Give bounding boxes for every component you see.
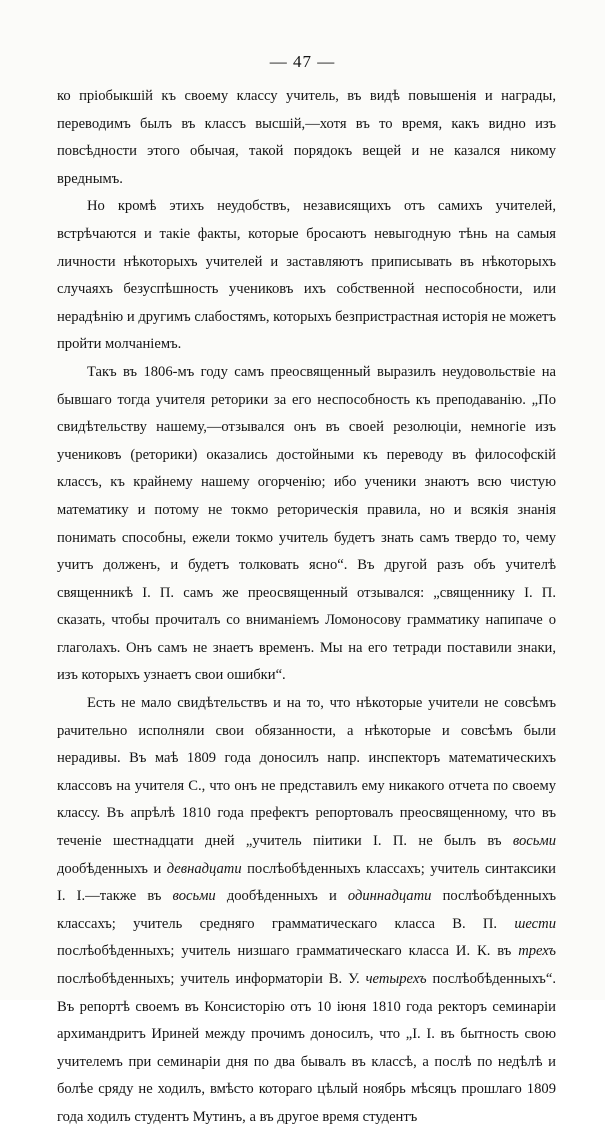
text-run: Такъ въ 1806-мъ году самъ преосвященный выразилъ неудовольствіе на бывшаго тогда учителя реторики за его неспособность къ преподаванію. „По свидѣтельству нашему,—отзывался онъ въ своей резолюціи, немногіе изъ учениковъ (реторики) оказались достойными къ переводу въ философскій классъ, къ крайнему нашему огорченію; ибо ученики знаютъ всю чистую математику и потому не токмо реторическія правила, но и всякія знанія понимать способны, ежели токмо учитель будетъ знать самъ твердо то, чему учитъ долженъ, и будетъ толковать ясно“. Въ другой разъ объ учителѣ священникѣ І. П. самъ же преосвященный отзывался: „священнику І. П. сказать, чтобы прочиталъ со вниманіемъ Ломоносову грамматику напипаче о глаголахъ. Онъ самъ не знаетъ временъ. Мы на его тетради поставили знаки, изъ которыхъ узнаетъ свои ошибки“. <box>57 363 556 684</box>
body-text <box>57 83 556 1132</box>
paragraph-4 <box>57 690 556 1132</box>
italic-run: девнадцати <box>166 860 242 877</box>
italic-run: четырехъ <box>365 971 427 987</box>
text-run: послѣобѣденныхъ; учитель низшаго грамматическаго класса И. К. въ <box>57 943 519 960</box>
paragraph-2 <box>57 193 556 359</box>
italic-run: одиннадцати <box>347 888 432 905</box>
italic-run: восьми <box>172 888 216 905</box>
text-run: ко пріобыкшій къ своему классу учитель, въ видѣ повышенія и награды, переводимъ былъ въ классъ высшій,—хотя въ то время, какъ видно изъ повсѣдности этого обычая, такой порядокъ вещей и не казался никому вреднымъ. <box>57 88 556 187</box>
italic-run: трехъ <box>518 943 556 960</box>
text-run: послѣобѣденныхъ классахъ; учитель синтаксики І. І.—также въ <box>57 860 556 905</box>
text-run: Есть не мало свидѣтельствъ и на то, что нѣкоторые учители не совсѣмъ рачительно исполняли свои обязанности, а нѣкоторые и совсѣмъ были нерадивы. Въ маѣ 1809 года доносилъ напр. инспекторъ математическихъ классовъ на учителя С., что онъ не представилъ ему никакого отчета по своему классу. Въ апрѣлѣ 1810 года префектъ репортовалъ преосвященному, что въ теченіе шестнадцати дней „учитель піитики І. П. не былъ въ <box>57 695 556 850</box>
page-number: — 47 — <box>269 52 336 71</box>
text-run: послѣобѣденныхъ“. Въ репортѣ своемъ въ Консисторію отъ 10 іюня 1810 года ректоръ семинаріи архимандритъ Ириней между прочимъ доносилъ, что „І. І. въ бытность свою учителемъ при семинаріи дня по два бывалъ въ классѣ, а послѣ по недѣлѣ и болѣе сряду не ходилъ, вмѣсто котораго цѣлый ноябрь мѣсяцъ прошлаго 1809 года ходилъ студентъ Мутинъ, а въ другое время студентъ <box>57 971 556 1125</box>
text-run: Но кромѣ этихъ неудобствъ, независящихъ отъ самихъ учителей, встрѣчаются и такіе факты, которые бросаютъ невыгодную тѣнь на самыя личности нѣкоторыхъ учителей и заставляютъ приписывать въ нѣкоторыхъ случаяхъ безуспѣшность учениковъ ихъ собственной неспособности, или нерадѣнію и другимъ слабостямъ, которыхъ безпристрастная исторія не можетъ пройти молчаніемъ. <box>57 198 556 353</box>
text-run: дообѣденныхъ и <box>215 888 348 905</box>
paragraph-1 <box>57 83 556 193</box>
paragraph-3 <box>57 359 556 690</box>
text-run: послѣобѣденныхъ классахъ; учитель средняго грамматическаго класса В. П. <box>57 888 556 932</box>
italic-run: восьми <box>512 833 556 850</box>
text-run: дообѣденныхъ и <box>57 860 167 877</box>
text-run: послѣобѣденныхъ; учитель информаторіи В. У. <box>57 971 366 987</box>
italic-run: шести <box>514 915 556 932</box>
